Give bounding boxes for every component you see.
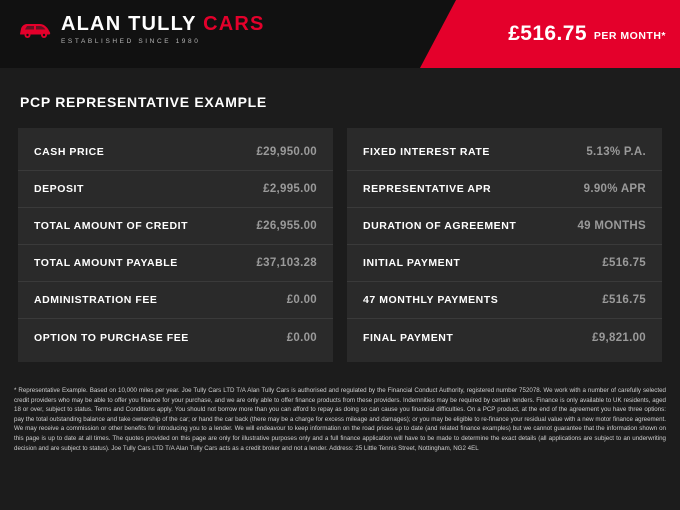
table-row bbox=[347, 319, 662, 356]
row-label: REPRESENTATIVE APR bbox=[363, 183, 492, 195]
table-row bbox=[18, 282, 333, 319]
logo-name-accent: CARS bbox=[203, 13, 265, 35]
row-value: £516.75 bbox=[602, 294, 646, 306]
row-label: FINAL PAYMENT bbox=[363, 331, 454, 344]
table-row bbox=[347, 134, 662, 171]
table-row bbox=[18, 134, 333, 171]
row-label: INITIAL PAYMENT bbox=[363, 257, 461, 269]
row-label: 47 MONTHLY PAYMENTS bbox=[363, 294, 499, 306]
finance-tables bbox=[0, 110, 680, 362]
page-title: PCP REPRESENTATIVE EXAMPLE bbox=[20, 94, 267, 110]
row-value: 49 MONTHS bbox=[577, 220, 646, 232]
row-value: £0.00 bbox=[286, 331, 317, 344]
left-finance-panel bbox=[18, 128, 333, 362]
row-label: TOTAL AMOUNT OF CREDIT bbox=[34, 220, 189, 232]
table-row bbox=[347, 171, 662, 208]
legal-footnote: * Representative Example. Based on 10,000 miles per year. Joe Tully Cars LTD T/A Alan Tully Cars is authorised and regulated by the Financial Conduct Authority, registered number 752078. We work with a number of carefully selected credit providers who may be able to offer you finance for your purchase, and we are only able to offer finance products from these providers. Indemnities may be required by certain lenders. Finance is only available to UK residents, aged 18 or over, subject to status. Terms and Conditions apply. You should not borrow more than you can afford to repay as doing so can cause you financial difficulties. On a PCP product, at the end of the agreement you have three options: pay the total outstanding balance and take ownership of the car; or hand the car back (there may be a charge for excess mileage and damages); or you may be eligible to re-finance your residual value with a new motor finance agreement. We may receive a commission or other benefits for introducing you to a lender. We will endeavour to keep information on the road prices up to date (and related finance examples) but we cannot guarantee that the information shown on this page is up to date at all times. The quotes provided on this page are only for illustrative purposes only and a full finance application will have to be made to determine the exact details (all applications are subject to an underwriting decision and are subject to status). Joe Tully Cars LTD T/A Alan Tully Cars acts as a credit broker and not a lender. Address: 25 Little Tennis Street, Nottingham, NG2 4EL bbox=[14, 387, 666, 452]
logo-name-primary: ALAN TULLY bbox=[61, 13, 204, 35]
logo-tagline: ESTABLISHED SINCE 1980 bbox=[61, 38, 201, 45]
right-finance-panel bbox=[347, 128, 662, 362]
row-value: £2,995.00 bbox=[263, 183, 317, 195]
row-value: £9,821.00 bbox=[592, 331, 646, 344]
price-period: PER MONTH* bbox=[593, 30, 666, 42]
table-row bbox=[347, 245, 662, 282]
table-row bbox=[18, 208, 333, 245]
car-icon bbox=[18, 19, 52, 39]
logo-wordmark bbox=[61, 14, 265, 34]
row-label: CASH PRICE bbox=[34, 146, 105, 158]
table-row bbox=[18, 171, 333, 208]
table-row bbox=[347, 208, 662, 245]
table-row bbox=[18, 319, 333, 356]
row-value: £26,955.00 bbox=[256, 220, 317, 232]
brand-logo[interactable] bbox=[18, 14, 265, 46]
table-row bbox=[347, 282, 662, 319]
row-value: £29,950.00 bbox=[256, 146, 317, 158]
table-row bbox=[18, 245, 333, 282]
price-amount: £516.75 bbox=[508, 22, 587, 45]
row-value: 9.90% APR bbox=[583, 183, 646, 195]
header-bar bbox=[0, 0, 680, 68]
row-label: OPTION TO PURCHASE FEE bbox=[34, 331, 189, 344]
row-label: FIXED INTEREST RATE bbox=[363, 146, 490, 158]
monthly-price bbox=[508, 0, 666, 68]
row-value: 5.13% P.A. bbox=[586, 146, 646, 158]
row-label: DEPOSIT bbox=[34, 183, 84, 195]
row-label: TOTAL AMOUNT PAYABLE bbox=[34, 257, 178, 269]
row-label: DURATION OF AGREEMENT bbox=[363, 220, 517, 232]
row-label: ADMINISTRATION FEE bbox=[34, 294, 158, 306]
row-value: £516.75 bbox=[602, 257, 646, 269]
row-value: £37,103.28 bbox=[256, 257, 317, 269]
row-value: £0.00 bbox=[286, 294, 317, 306]
